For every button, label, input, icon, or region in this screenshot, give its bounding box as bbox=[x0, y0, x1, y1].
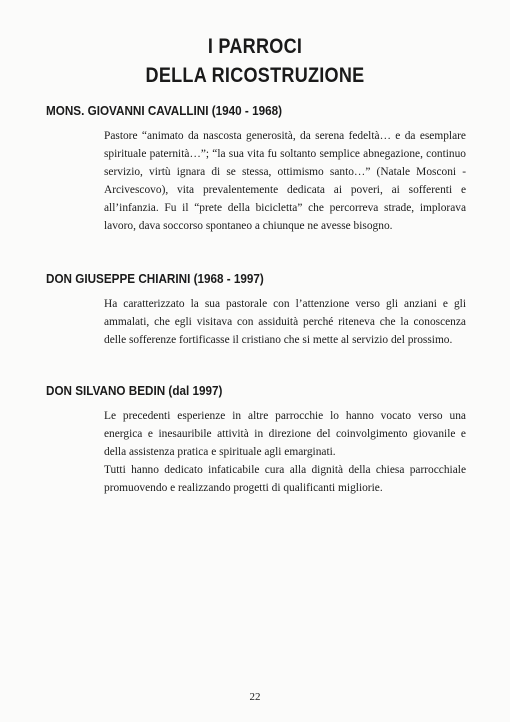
page-title-line-2: DELLA RICOSTRUZIONE bbox=[145, 64, 365, 87]
page-number: 22 bbox=[249, 691, 261, 703]
section-body-bedin bbox=[104, 407, 466, 497]
section-heading-cavallini: MONS. GIOVANNI CAVALLINI (1940 - 1968) bbox=[46, 103, 282, 118]
section-body-chiarini bbox=[104, 295, 466, 349]
page-title bbox=[36, 32, 475, 90]
page-title-line-1: I PARROCI bbox=[207, 35, 303, 58]
section-heading-chiarini: DON GIUSEPPE CHIARINI (1968 - 1997) bbox=[46, 271, 264, 286]
section-heading-bedin: DON SILVANO BEDIN (dal 1997) bbox=[46, 383, 223, 398]
paragraph: Tutti hanno dedicato infaticabile cura alla dignità della chiesa parrocchiale promuovendo e realizzando progetti di qualificanti migliorie. bbox=[104, 464, 466, 494]
paragraph: Le precedenti esperienze in altre parrocchie lo hanno vocato verso una energica e inesauribile attività in direzione del coinvolgimento giovanile e della assistenza pratica e spirituale agli emarginati. bbox=[104, 410, 466, 458]
section-body-cavallini bbox=[104, 127, 466, 235]
paragraph: Ha caratterizzato la sua pastorale con l’attenzione verso gli anziani e gli ammalati, che egli visitava con assiduità perché riteneva che la conoscenza delle sofferenze fortificasse il cristiano che si mette al servizio del prossimo. bbox=[104, 298, 466, 346]
paragraph: Pastore “animato da nascosta generosità, da serena fedeltà… e da esemplare spirituale paternità…”; “la sua vita fu soltanto semplice abnegazione, continuo servizio, virtù ignara di se stessa, ottimismo santo…” (Natale Mosconi - Arcivescovo), vita prevalentemente dedicata ai poveri, ai sofferenti e all’infanzia. Fu il “prete della bicicletta” che percorreva strade, implorava lavoro, dava soccorso spontaneo a chiunque ne avesse bisogno. bbox=[104, 130, 466, 232]
